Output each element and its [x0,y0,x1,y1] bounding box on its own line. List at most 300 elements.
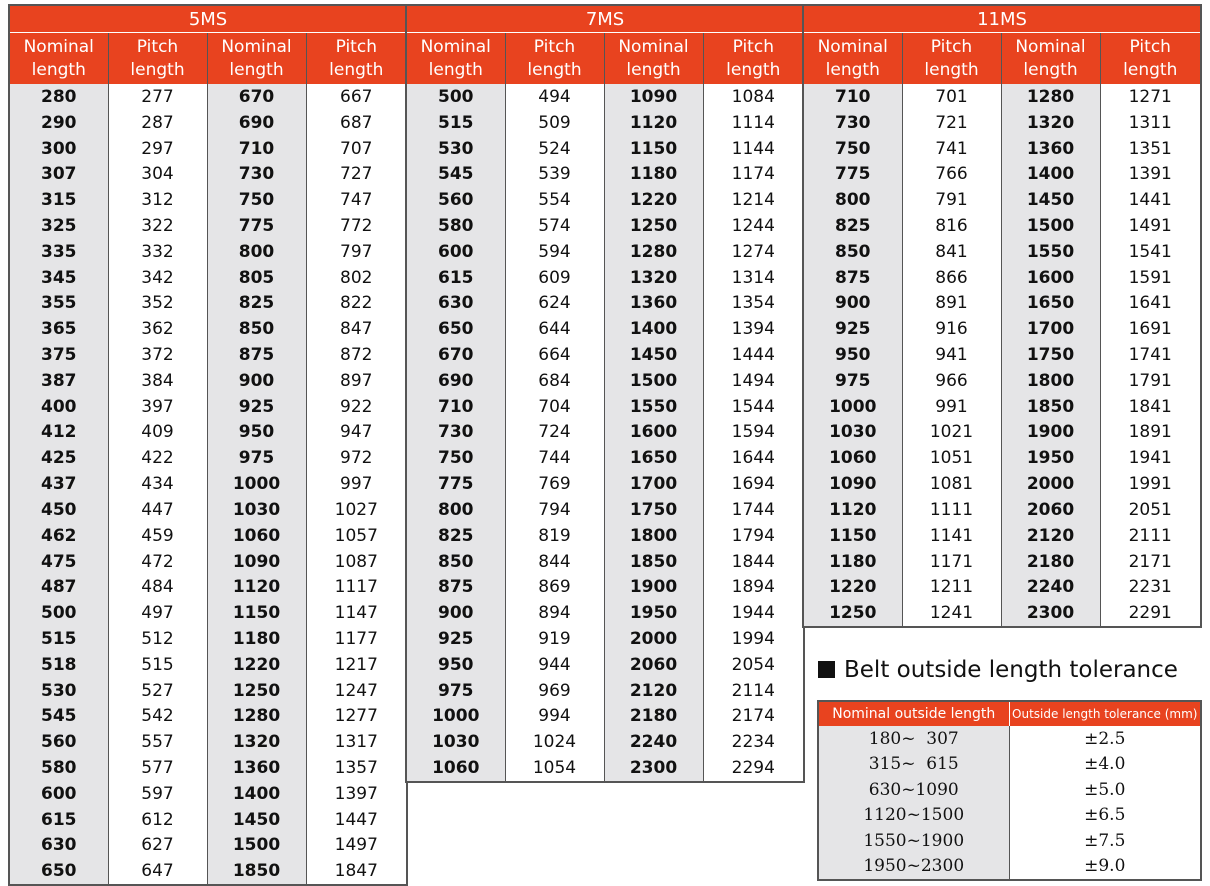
pitch-length-cell: 1214 [703,187,804,213]
nominal-length-cell: 950 [207,420,306,446]
nominal-length-cell: 800 [207,239,306,265]
table-row [803,265,1201,291]
tolerance-row [818,854,1201,881]
table-row [803,316,1201,342]
nominal-length-cell: 730 [207,161,306,187]
nominal-length-cell: 2120 [604,678,703,704]
pitch-length-cell: 409 [108,420,207,446]
pitch-length-cell: 515 [108,652,207,678]
nominal-length-cell: 1500 [207,833,306,859]
nominal-length-cell: 1120 [207,574,306,600]
nominal-length-cell: 2240 [1001,574,1100,600]
pitch-length-cell: 2051 [1100,497,1201,523]
pitch-length-cell: 1644 [703,445,804,471]
nominal-length-cell: 1250 [604,213,703,239]
pitch-length-cell: 941 [902,342,1001,368]
table-row [803,549,1201,575]
table-row [406,523,804,549]
nominal-length-cell: 1850 [604,549,703,575]
pitch-length-cell: 667 [306,84,407,110]
table-row [9,858,407,885]
nominal-length-cell: 1120 [604,110,703,136]
nominal-length-cell: 1150 [207,600,306,626]
nominal-length-cell: 1000 [406,704,505,730]
table-row [803,445,1201,471]
pitch-length-cell: 1144 [703,136,804,162]
table-row [406,291,804,317]
nominal-length-cell: 1320 [207,729,306,755]
nominal-length-cell: 1900 [604,574,703,600]
table-row [9,291,407,317]
nominal-length-cell: 1400 [1001,161,1100,187]
column-header-row [9,33,407,85]
table-row [9,187,407,213]
nominal-length-cell: 462 [9,523,108,549]
table-row [406,161,804,187]
nominal-length-cell: 800 [406,497,505,523]
pitch-length-cell: 557 [108,729,207,755]
pitch-length-cell: 644 [505,316,604,342]
pitch-length-cell: 816 [902,213,1001,239]
pitch-length-cell: 721 [902,110,1001,136]
table-row [406,626,804,652]
nominal-length-cell: 600 [406,239,505,265]
nominal-length-cell: 315 [9,187,108,213]
nominal-length-cell: 875 [207,342,306,368]
pitch-length-cell: 512 [108,626,207,652]
pitch-length-cell: 766 [902,161,1001,187]
table-row [803,471,1201,497]
nominal-length-cell: 2240 [604,729,703,755]
pitch-length-cell: 287 [108,110,207,136]
nominal-length-cell: 1400 [604,316,703,342]
pitch-length-cell: 1494 [703,368,804,394]
nominal-length-cell: 425 [9,445,108,471]
nominal-length-cell: 710 [207,136,306,162]
pitch-length-cell: 1994 [703,626,804,652]
table-row [9,420,407,446]
pitch-length-cell: 772 [306,213,407,239]
nominal-length-cell: 750 [803,136,902,162]
nominal-length-cell: 1650 [1001,291,1100,317]
pitch-length-cell: 1057 [306,523,407,549]
table-row [803,161,1201,187]
pitch-length-cell: 2294 [703,755,804,782]
nominal-length-cell: 1550 [1001,239,1100,265]
nominal-length-cell: 1030 [803,420,902,446]
pitch-length-cell: 1211 [902,574,1001,600]
nominal-length-cell: 650 [9,858,108,885]
nominal-length-cell: 1320 [604,265,703,291]
table-row [406,600,804,626]
tolerance-range-cell: 1120~1500 [818,803,1009,829]
header-nominal-length: Nominal length [1001,33,1100,85]
table-row [406,704,804,730]
table-row [9,729,407,755]
pitch-length-cell: 872 [306,342,407,368]
table-row [9,136,407,162]
pitch-length-cell: 332 [108,239,207,265]
nominal-length-cell: 560 [9,729,108,755]
table-row [9,110,407,136]
nominal-length-cell: 1030 [406,729,505,755]
nominal-length-cell: 1450 [604,342,703,368]
table-row [406,420,804,446]
table-row [803,523,1201,549]
header-nominal-length: Nominal length [9,33,108,85]
pitch-length-cell: 1147 [306,600,407,626]
pitch-length-cell: 524 [505,136,604,162]
table-row [406,136,804,162]
tolerance-row [818,828,1201,854]
pitch-length-cell: 1394 [703,316,804,342]
nominal-length-cell: 2300 [1001,600,1100,627]
pitch-length-cell: 1117 [306,574,407,600]
group-header-row [406,5,804,33]
tolerance-value-cell: ±4.0 [1009,752,1201,778]
nominal-length-cell: 335 [9,239,108,265]
nominal-length-cell: 2120 [1001,523,1100,549]
nominal-length-cell: 1280 [1001,84,1100,110]
square-bullet-icon [818,661,835,678]
pitch-length-cell: 866 [902,265,1001,291]
nominal-length-cell: 1950 [604,600,703,626]
nominal-length-cell: 1360 [604,291,703,317]
table-row [9,471,407,497]
table-row [9,213,407,239]
nominal-length-cell: 950 [803,342,902,368]
pitch-length-cell: 509 [505,110,604,136]
pitch-length-cell: 944 [505,652,604,678]
group-header-row [803,5,1201,33]
table-row [406,239,804,265]
tolerance-range-cell: 180~ 307 [818,726,1009,752]
nominal-length-cell: 850 [207,316,306,342]
nominal-length-cell: 710 [803,84,902,110]
table-row [803,394,1201,420]
tolerance-row [818,752,1201,778]
header-pitch-length: Pitch length [505,33,604,85]
nominal-length-cell: 515 [9,626,108,652]
pitch-length-cell: 494 [505,84,604,110]
nominal-length-cell: 1850 [207,858,306,885]
nominal-length-cell: 875 [406,574,505,600]
table-11ms [802,4,1202,628]
header-pitch-length: Pitch length [902,33,1001,85]
nominal-length-cell: 1250 [207,678,306,704]
pitch-length-cell: 704 [505,394,604,420]
pitch-length-cell: 1314 [703,265,804,291]
table-row [9,755,407,781]
nominal-length-cell: 307 [9,161,108,187]
table-row [803,497,1201,523]
pitch-length-cell: 322 [108,213,207,239]
nominal-length-cell: 1800 [1001,368,1100,394]
pitch-length-cell: 947 [306,420,407,446]
pitch-length-cell: 384 [108,368,207,394]
pitch-length-cell: 972 [306,445,407,471]
pitch-length-cell: 2054 [703,652,804,678]
pitch-length-cell: 922 [306,394,407,420]
pitch-length-cell: 664 [505,342,604,368]
table-row [406,471,804,497]
table-row [803,239,1201,265]
nominal-length-cell: 710 [406,394,505,420]
pitch-length-cell: 744 [505,445,604,471]
pitch-length-cell: 969 [505,678,604,704]
pitch-length-cell: 822 [306,291,407,317]
table-row [406,342,804,368]
nominal-length-cell: 355 [9,291,108,317]
table-group-title: 5MS [9,5,407,33]
table-row [406,678,804,704]
nominal-length-cell: 300 [9,136,108,162]
table-row [406,265,804,291]
pitch-length-cell: 2291 [1100,600,1201,627]
pitch-length-cell: 741 [902,136,1001,162]
pitch-length-cell: 1541 [1100,239,1201,265]
pitch-length-cell: 2111 [1100,523,1201,549]
nominal-length-cell: 615 [9,807,108,833]
pitch-length-cell: 362 [108,316,207,342]
pitch-length-cell: 2234 [703,729,804,755]
pitch-length-cell: 539 [505,161,604,187]
nominal-length-cell: 1800 [604,523,703,549]
pitch-length-cell: 1391 [1100,161,1201,187]
nominal-length-cell: 1090 [803,471,902,497]
table-row [9,549,407,575]
pitch-length-cell: 2171 [1100,549,1201,575]
pitch-length-cell: 1247 [306,678,407,704]
nominal-length-cell: 650 [406,316,505,342]
table-row [803,574,1201,600]
pitch-length-cell: 1084 [703,84,804,110]
table-row [9,781,407,807]
nominal-length-cell: 560 [406,187,505,213]
nominal-length-cell: 1060 [207,523,306,549]
table-row [9,161,407,187]
nominal-length-cell: 1220 [207,652,306,678]
nominal-length-cell: 1090 [604,84,703,110]
pitch-length-cell: 724 [505,420,604,446]
pitch-length-cell: 297 [108,136,207,162]
pitch-length-cell: 794 [505,497,604,523]
header-pitch-length: Pitch length [108,33,207,85]
nominal-length-cell: 800 [803,187,902,213]
nominal-length-cell: 850 [803,239,902,265]
pitch-length-cell: 841 [902,239,1001,265]
table-row [803,342,1201,368]
table-row [803,84,1201,110]
table-row [803,213,1201,239]
pitch-length-cell: 1694 [703,471,804,497]
nominal-length-cell: 1750 [604,497,703,523]
table-row [406,729,804,755]
pitch-length-cell: 1174 [703,161,804,187]
nominal-length-cell: 580 [9,755,108,781]
tolerance-row [818,803,1201,829]
nominal-length-cell: 387 [9,368,108,394]
table-row [406,394,804,420]
tolerance-header-tolerance: Outside length tolerance (mm) [1009,701,1201,726]
table-row [9,368,407,394]
nominal-length-cell: 500 [406,84,505,110]
nominal-length-cell: 545 [406,161,505,187]
pitch-length-cell: 447 [108,497,207,523]
pitch-length-cell: 1024 [505,729,604,755]
nominal-length-cell: 1850 [1001,394,1100,420]
tolerance-row [818,777,1201,803]
nominal-length-cell: 2000 [604,626,703,652]
table-row [9,523,407,549]
table-group-title: 11MS [803,5,1201,33]
pitch-length-cell: 891 [902,291,1001,317]
pitch-length-cell: 542 [108,704,207,730]
tolerance-section-title [818,657,1178,683]
nominal-length-cell: 1650 [604,445,703,471]
pitch-length-cell: 1274 [703,239,804,265]
nominal-length-cell: 950 [406,652,505,678]
nominal-length-cell: 600 [9,781,108,807]
table-row [406,316,804,342]
nominal-length-cell: 825 [803,213,902,239]
table-row [9,239,407,265]
group-header-row [9,5,407,33]
pitch-length-cell: 966 [902,368,1001,394]
pitch-length-cell: 312 [108,187,207,213]
header-pitch-length: Pitch length [306,33,407,85]
nominal-length-cell: 1700 [1001,316,1100,342]
nominal-length-cell: 412 [9,420,108,446]
nominal-length-cell: 1400 [207,781,306,807]
nominal-length-cell: 437 [9,471,108,497]
pitch-length-cell: 997 [306,471,407,497]
table-row [406,652,804,678]
table-row [406,110,804,136]
nominal-length-cell: 530 [406,136,505,162]
table-row [803,187,1201,213]
nominal-length-cell: 1280 [207,704,306,730]
table-row [803,136,1201,162]
table-row [9,445,407,471]
pitch-length-cell: 1844 [703,549,804,575]
nominal-length-cell: 1060 [406,755,505,782]
table-row [406,549,804,575]
pitch-length-cell: 1894 [703,574,804,600]
nominal-length-cell: 690 [207,110,306,136]
nominal-length-cell: 630 [9,833,108,859]
nominal-length-cell: 1600 [1001,265,1100,291]
nominal-length-cell: 1550 [604,394,703,420]
pitch-length-cell: 577 [108,755,207,781]
nominal-length-cell: 475 [9,549,108,575]
pitch-length-cell: 1217 [306,652,407,678]
pitch-length-cell: 1591 [1100,265,1201,291]
pitch-length-cell: 1741 [1100,342,1201,368]
nominal-length-cell: 518 [9,652,108,678]
pitch-length-cell: 627 [108,833,207,859]
pitch-length-cell: 1021 [902,420,1001,446]
pitch-length-cell: 1114 [703,110,804,136]
pitch-length-cell: 916 [902,316,1001,342]
nominal-length-cell: 545 [9,704,108,730]
nominal-length-cell: 325 [9,213,108,239]
header-nominal-length: Nominal length [803,33,902,85]
pitch-length-cell: 352 [108,291,207,317]
pitch-length-cell: 687 [306,110,407,136]
nominal-length-cell: 1180 [803,549,902,575]
pitch-length-cell: 1691 [1100,316,1201,342]
pitch-length-cell: 802 [306,265,407,291]
nominal-length-cell: 1000 [803,394,902,420]
tolerance-value-cell: ±9.0 [1009,854,1201,881]
table-row [406,497,804,523]
table-5ms [8,4,408,886]
nominal-length-cell: 1900 [1001,420,1100,446]
nominal-length-cell: 975 [207,445,306,471]
table-row [9,652,407,678]
pitch-length-cell: 1087 [306,549,407,575]
table-row [803,600,1201,627]
pitch-length-cell: 727 [306,161,407,187]
pitch-length-cell: 1891 [1100,420,1201,446]
table-row [406,445,804,471]
nominal-length-cell: 615 [406,265,505,291]
nominal-length-cell: 1090 [207,549,306,575]
pitch-length-cell: 1444 [703,342,804,368]
pitch-length-cell: 991 [902,394,1001,420]
pitch-length-cell: 747 [306,187,407,213]
nominal-length-cell: 1320 [1001,110,1100,136]
table-row [9,833,407,859]
pitch-length-cell: 684 [505,368,604,394]
table-row [803,420,1201,446]
pitch-length-cell: 434 [108,471,207,497]
nominal-length-cell: 1150 [803,523,902,549]
pitch-length-cell: 597 [108,781,207,807]
nominal-length-cell: 805 [207,265,306,291]
pitch-length-cell: 1841 [1100,394,1201,420]
pitch-length-cell: 791 [902,187,1001,213]
pitch-length-cell: 1357 [306,755,407,781]
tolerance-range-cell: 1950~2300 [818,854,1009,881]
nominal-length-cell: 900 [803,291,902,317]
nominal-length-cell: 1600 [604,420,703,446]
nominal-length-cell: 875 [803,265,902,291]
pitch-length-cell: 574 [505,213,604,239]
nominal-length-cell: 1180 [604,161,703,187]
pitch-length-cell: 2114 [703,678,804,704]
pitch-length-cell: 1317 [306,729,407,755]
pitch-length-cell: 1027 [306,497,407,523]
pitch-length-cell: 1491 [1100,213,1201,239]
header-pitch-length: Pitch length [703,33,804,85]
pitch-length-cell: 894 [505,600,604,626]
pitch-length-cell: 1244 [703,213,804,239]
pitch-length-cell: 707 [306,136,407,162]
table-row [406,84,804,110]
pitch-length-cell: 612 [108,807,207,833]
nominal-length-cell: 290 [9,110,108,136]
tolerance-value-cell: ±2.5 [1009,726,1201,752]
nominal-length-cell: 2300 [604,755,703,782]
table-row [9,342,407,368]
tolerance-range-cell: 315~ 615 [818,752,1009,778]
pitch-length-cell: 844 [505,549,604,575]
pitch-length-cell: 1497 [306,833,407,859]
pitch-length-cell: 1277 [306,704,407,730]
nominal-length-cell: 670 [406,342,505,368]
